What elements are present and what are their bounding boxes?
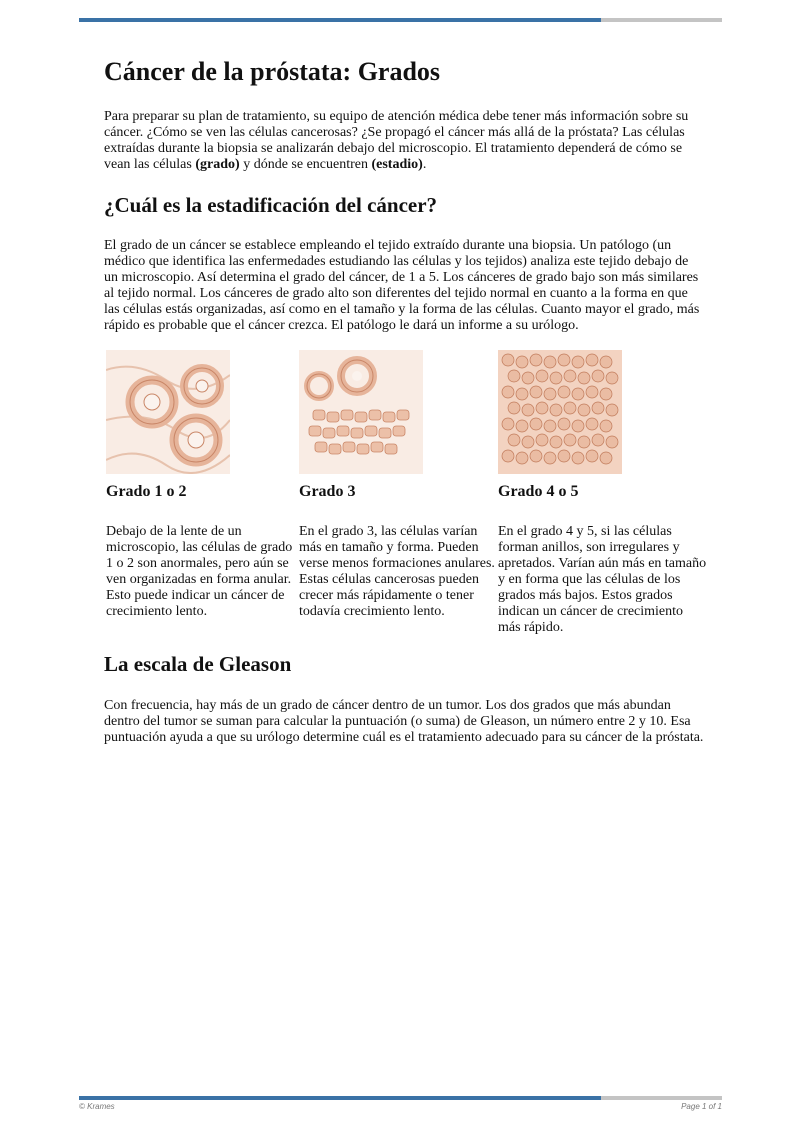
- gleason-paragraph: Con frecuencia, hay más de un grado de cáncer dentro de un tumor. Los dos grados que más abundan dentro del tumor se suman para calcular la puntuación (o suma) de Gleason, un número entre 2 y 10. Esa puntuación ayuda a que su urólogo determine cuál es el tratamiento adecuado para su cáncer de la próstata.: [104, 697, 704, 745]
- section-heading-staging: ¿Cuál es la estadificación del cáncer?: [104, 193, 438, 218]
- grade-4-5-text: En el grado 4 y 5, si las células forman anillos, son irregulares y apretados. Varían aún más en tamaño y en forma que las células de los grados más bajos. Estos grados indican un cáncer de crecimiento más rápido.: [498, 523, 707, 635]
- document-body: [104, 56, 707, 746]
- header-rule: [79, 18, 722, 22]
- grade-figure-3: [297, 350, 497, 619]
- footer-copyright: © Krames: [79, 1102, 115, 1111]
- grade-1-heading: Grado 1 o 2: [106, 483, 187, 501]
- grade-3-text: En el grado 3, las células varían más en tamaño y forma. Pueden verse menos formaciones anulares. Estas células cancerosas pueden crecer más rápidamente o tener todavía crecimiento lento.: [299, 523, 495, 619]
- grade-figures: [104, 350, 707, 635]
- intro-paragraph: Para preparar su plan de tratamiento, su equipo de atención médica debe tener más información sobre su cáncer. ¿Cómo se ven las células cancerosas? ¿Se propagó el cáncer más allá de la próstata? Las células extraídas durante la biopsia se analizarán debajo del microscopio. El tratamiento dependerá de cómo se vean las células (grado) y dónde se encuentren (estadio).: [104, 109, 689, 173]
- section-heading-gleason: La escala de Gleason: [104, 652, 292, 677]
- footer-page-number: Page 1 of 1: [681, 1102, 722, 1111]
- footer-rule: [79, 1096, 722, 1100]
- grade-4-5-tissue-illustration: [498, 350, 622, 474]
- grade-1-text: Debajo de la lente de un microscopio, las células de grado 1 o 2 son anormales, pero aún se ven organizadas en forma anular. Esto puede indicar un cáncer de crecimiento lento.: [106, 523, 293, 619]
- grade-figure-4-5: [496, 350, 707, 635]
- grade-3-heading: Grado 3: [299, 483, 356, 501]
- page-footer: [79, 1102, 722, 1111]
- staging-paragraph: El grado de un cáncer se establece empleando el tejido extraído durante una biopsia. Un patólogo (un médico que identifica las enfermedades estudiando las células y los tejidos) analiza este tejido debajo de un microscopio. Así determina el grado del cáncer, de 1 a 5. Los cánceres de grado bajo son más similares al tejido normal. Los cánceres de grado alto son diferentes del tejido normal en cuanto a la forma en que las células estás organizadas, así como en el tamaño y la forma de las células. Cuanto mayor el grado, más rápido es probable que el cáncer crezca. El patólogo le dará un informe a su urólogo.: [104, 238, 700, 334]
- grade-3-tissue-illustration: [299, 350, 423, 474]
- page-title: Cáncer de la próstata: Grados: [104, 57, 441, 86]
- grade-figure-1: [104, 350, 304, 619]
- grade-1-tissue-illustration: [106, 350, 230, 474]
- grade-4-5-heading: Grado 4 o 5: [498, 483, 579, 501]
